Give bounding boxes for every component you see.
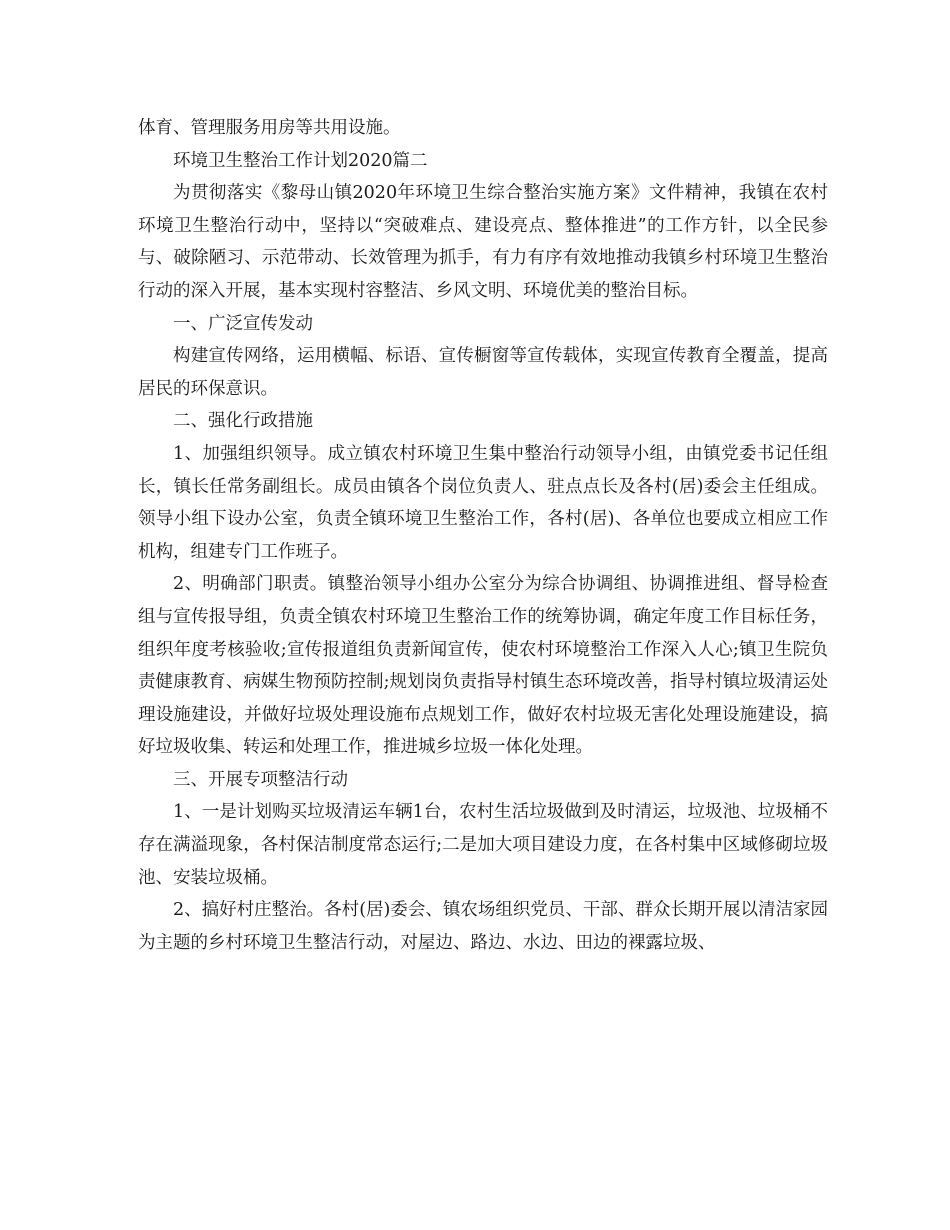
- paragraph: 构建宣传网络，运用横幅、标语、宣传橱窗等宣传载体，实现宣传教育全覆盖，提高居民的环保意识。: [138, 346, 828, 399]
- section-heading: 三、开展专项整洁行动: [173, 769, 348, 790]
- section-heading: 二、强化行政措施: [173, 411, 313, 432]
- paragraph: 2、明确部门职责。镇整治领导小组办公室分为综合协调组、协调推进组、督导检查组与宣传报导组，负责全镇农村环境卫生整治工作的统筹协调，确定年度工作目标任务，组织年度考核验收;宣传报道组负责新闻宣传，使农村环境整治工作深入人心;镇卫生院负责健康教育、病媒生物预防控制;规划岗负责指导村镇生态环境改善，指导村镇垃圾清运处理设施建设，并做好垃圾处理设施布点规划工作，做好农村垃圾无害化处理设施建设，搞好垃圾收集、转运和处理工作，推进城乡垃圾一体化处理。: [138, 574, 828, 758]
- paragraph: 体育、管理服务用房等共用设施。: [138, 118, 401, 138]
- paragraph: 1、一是计划购买垃圾清运车辆1台，农村生活垃圾做到及时清运，垃圾池、垃圾桶不存在满溢现象，各村保洁制度常态运行;二是加大项目建设力度，在各村集中区域修砌垃圾池、安装垃圾桶。: [138, 802, 828, 888]
- paragraph: 为贯彻落实《黎母山镇2020年环境卫生综合整治实施方案》文件精神，我镇在农村环境卫生整治行动中，坚持以“突破难点、建设亮点、整体推进”的工作方针，以全民参与、破除陋习、示范带动、长效管理为抓手，有力有序有效地推动我镇乡村环境卫生整治行动的深入开展，基本实现村容整洁、乡风文明、环境优美的整治目标。: [138, 183, 828, 301]
- section-title: 环境卫生整治工作计划2020篇二: [173, 150, 428, 171]
- document-body: [138, 112, 828, 959]
- paragraph: 1、加强组织领导。成立镇农村环境卫生集中整治行动领导小组，由镇党委书记任组长，镇长任常务副组长。成员由镇各个岗位负责人、驻点点长及各村(居)委会主任组成。领导小组下设办公室，负责全镇环境卫生整治工作，各村(居)、各单位也要成立相应工作机构，组建专门工作班子。: [138, 443, 828, 562]
- section-heading: 一、广泛宣传发动: [173, 313, 313, 334]
- paragraph: 2、搞好村庄整治。各村(居)委会、镇农场组织党员、干部、群众长期开展以清洁家园为主题的乡村环境卫生整洁行动，对屋边、路边、水边、田边的裸露垃圾、: [138, 900, 828, 953]
